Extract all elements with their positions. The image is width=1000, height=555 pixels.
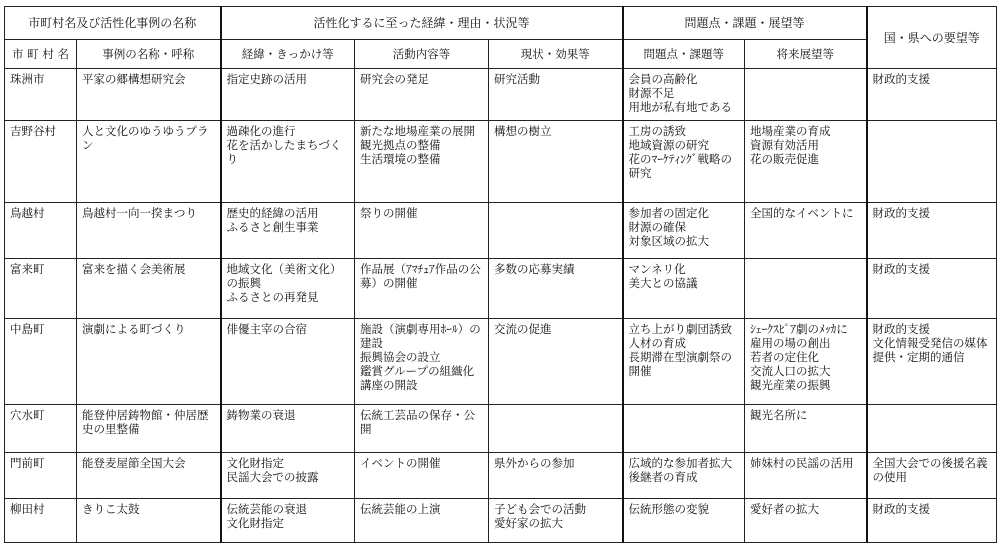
cell-background (221, 499, 355, 543)
cell-issues (623, 405, 745, 453)
cell-case-name-text: 平家の郷構想研究会 (82, 72, 186, 86)
cell-case-name (77, 319, 221, 405)
cell-background-text: 俳優主宰の合宿 (226, 322, 308, 336)
cell-request-text: 財政的支援 文化情報受発信の媒体提供・定期的通信 (872, 322, 988, 364)
cell-issues (623, 203, 745, 259)
cell-activity (355, 405, 489, 453)
cell-case-name (77, 499, 221, 543)
cell-outlook (745, 405, 867, 453)
cell-activity-text: 研究会の発足 (360, 72, 430, 86)
cell-city-text: 中島町 (10, 322, 45, 336)
header-group-row (5, 7, 997, 40)
cell-case-name-text: きりこ太鼓 (82, 502, 140, 516)
cell-issues (623, 259, 745, 319)
cell-city (5, 453, 77, 499)
cell-activity-text: 新たな地場産業の展開 観光拠点の整備 生活環境の整備 (360, 124, 476, 166)
col-header-outlook: 将来展望等 (745, 40, 867, 69)
cell-issues-text: 広域的な参加者拡大 後継者の育成 (628, 456, 733, 484)
cell-status (489, 259, 623, 319)
header-group-background: 活性化するに至った経緯・理由・状況等 (221, 7, 623, 40)
table-row (5, 259, 997, 319)
table-body (5, 69, 997, 543)
cell-background-text: 鋳物業の衰退 (226, 408, 296, 422)
cell-case-name (77, 203, 221, 259)
cell-issues (623, 319, 745, 405)
cell-status (489, 203, 623, 259)
cell-outlook-text: 全国的なイベントに (750, 206, 854, 220)
cell-issues-text: 工房の誘致 地域資源の研究 花のﾏｰｹﾃｨﾝｸﾞ戦略の研究 (628, 124, 733, 180)
table-row (5, 453, 997, 499)
table-row (5, 69, 997, 121)
cell-request (867, 203, 997, 259)
cell-background-text: 地域文化（美術文化）の振興 ふるさとの再発見 (226, 262, 342, 304)
cell-request (867, 453, 997, 499)
cell-issues (623, 69, 745, 121)
cell-city-text: 柳田村 (10, 502, 45, 516)
cell-case-name (77, 121, 221, 203)
cell-activity (355, 69, 489, 121)
table-row (5, 121, 997, 203)
cell-request-text: 財政的支援 (872, 502, 931, 516)
cell-outlook-text: 姉妹村の民謡の活用 (750, 456, 854, 470)
cell-city (5, 405, 77, 453)
cell-status-text: 研究活動 (494, 72, 541, 86)
cell-activity-text: 祭りの開催 (360, 206, 418, 220)
cell-activity-text: 施設（演劇専用ﾎｰﾙ）の建設 振興協会の設立 鑑賞グループの組織化 講座の開設 (360, 322, 481, 392)
cell-issues (623, 121, 745, 203)
cell-request-text: 財政的支援 (872, 72, 931, 86)
cell-request (867, 499, 997, 543)
cell-background-text: 文化財指定 民謡大会での披露 (226, 456, 319, 484)
col-header-name: 事例の名称・呼称 (77, 40, 221, 69)
cell-background (221, 121, 355, 203)
cell-city-text: 吉野谷村 (10, 124, 56, 138)
cell-status-text: 構想の樹立 (494, 124, 552, 138)
cell-city (5, 203, 77, 259)
cell-status-text: 子ども会での活動 愛好家の拡大 (494, 502, 587, 530)
header-request: 国・県への要望等 (867, 7, 997, 69)
cell-issues-text: 伝統形態の変貌 (628, 502, 710, 516)
col-header-status: 現状・効果等 (489, 40, 623, 69)
cell-outlook (745, 121, 867, 203)
cell-issues (623, 499, 745, 543)
cell-request (867, 259, 997, 319)
cell-city-text: 穴水町 (10, 408, 45, 422)
col-header-activity: 活動内容等 (355, 40, 489, 69)
cell-status (489, 453, 623, 499)
cell-status-text: 県外からの参加 (494, 456, 575, 470)
cell-case-name-text: 鳥越村一向一揆まつり (82, 206, 197, 220)
cell-background-text: 歴史的経緯の活用 ふるさと創生事業 (226, 206, 319, 234)
cell-city-text: 富来町 (10, 262, 45, 276)
cell-status (489, 121, 623, 203)
cell-request-text: 財政的支援 (872, 262, 931, 276)
cell-outlook-text: 地場産業の育成 資源有効活用 花の販売促進 (750, 124, 831, 166)
table-row (5, 405, 997, 453)
cell-outlook (745, 203, 867, 259)
table-row (5, 319, 997, 405)
cell-case-name (77, 453, 221, 499)
cell-city (5, 121, 77, 203)
cell-activity-text: イベントの開催 (360, 456, 441, 470)
col-header-background: 経緯・きっかけ等 (221, 40, 355, 69)
cell-background (221, 259, 355, 319)
cell-issues-text: 会員の高齢化 財源不足 用地が私有地である (628, 72, 733, 114)
cell-city (5, 259, 77, 319)
activation-case-table (4, 6, 997, 543)
table-row (5, 203, 997, 259)
cell-request-text: 財政的支援 (872, 206, 931, 220)
cell-case-name-text: 富来を描く会美術展 (82, 262, 186, 276)
document-page (4, 6, 997, 543)
cell-city (5, 319, 77, 405)
cell-outlook-text: ｼｪｰｸｽﾋﾟｱ劇のﾒｯｶに 雇用の場の創出 若者の定住化 交流人口の拡大 観光産業の振興 (750, 322, 848, 392)
cell-city (5, 69, 77, 121)
cell-issues-text: マンネリ化 美大との協議 (628, 262, 698, 290)
cell-issues-text: 参加者の固定化 財源の確保 対象区域の拡大 (628, 206, 710, 248)
cell-case-name (77, 259, 221, 319)
cell-status (489, 499, 623, 543)
cell-activity (355, 259, 489, 319)
col-header-city: 市 町 村 名 (5, 40, 77, 69)
cell-background-text: 伝統芸能の衰退 文化財指定 (226, 502, 308, 530)
cell-case-name-text: 能登仲居鋳物館・仲居歴史の里整備 (82, 408, 209, 436)
cell-request (867, 121, 997, 203)
cell-request (867, 319, 997, 405)
cell-background (221, 203, 355, 259)
cell-request (867, 69, 997, 121)
cell-status-text: 交流の促進 (494, 322, 552, 336)
cell-outlook-text: 観光名所に (750, 408, 808, 422)
cell-activity (355, 121, 489, 203)
header-column-row (5, 40, 997, 69)
table-row (5, 499, 997, 543)
cell-issues (623, 453, 745, 499)
cell-city-text: 門前町 (10, 456, 45, 470)
cell-activity-text: 伝統芸能の上演 (360, 502, 441, 516)
cell-case-name (77, 405, 221, 453)
cell-case-name (77, 69, 221, 121)
cell-city-text: 鳥越村 (10, 206, 45, 220)
cell-activity (355, 499, 489, 543)
cell-background-text: 過疎化の進行 花を活かしたまちづくり (226, 124, 342, 166)
cell-request-text: 全国大会での後援名義の使用 (872, 456, 988, 484)
cell-background (221, 319, 355, 405)
cell-outlook (745, 453, 867, 499)
cell-case-name-text: 演劇による町づくり (82, 322, 186, 336)
cell-outlook (745, 319, 867, 405)
cell-background (221, 453, 355, 499)
cell-case-name-text: 人と文化のゆうゆうプラン (82, 124, 209, 152)
cell-city-text: 珠洲市 (10, 72, 45, 86)
cell-status (489, 405, 623, 453)
cell-outlook (745, 499, 867, 543)
cell-status (489, 69, 623, 121)
cell-status (489, 319, 623, 405)
cell-issues-text: 立ち上がり劇団誘致 人材の育成 長期滞在型演劇祭の開催 (628, 322, 733, 378)
cell-outlook (745, 69, 867, 121)
header-group-issues: 問題点・課題・展望等 (623, 7, 867, 40)
cell-status-text: 多数の応募実績 (494, 262, 575, 276)
cell-activity (355, 203, 489, 259)
cell-background (221, 405, 355, 453)
cell-outlook (745, 259, 867, 319)
col-header-issues: 問題点・課題等 (623, 40, 745, 69)
cell-city (5, 499, 77, 543)
cell-activity-text: 伝統工芸品の保存・公開 (360, 408, 476, 436)
cell-activity (355, 453, 489, 499)
cell-activity (355, 319, 489, 405)
cell-background (221, 69, 355, 121)
cell-outlook-text: 愛好者の拡大 (750, 502, 820, 516)
header-group-municipality: 市町村名及び活性化事例の名称 (5, 7, 221, 40)
cell-case-name-text: 能登麦屋節全国大会 (82, 456, 186, 470)
cell-activity-text: 作品展（ｱﾏﾁｭｱ作品の公募）の開催 (360, 262, 481, 290)
cell-background-text: 指定史跡の活用 (226, 72, 308, 86)
cell-request (867, 405, 997, 453)
